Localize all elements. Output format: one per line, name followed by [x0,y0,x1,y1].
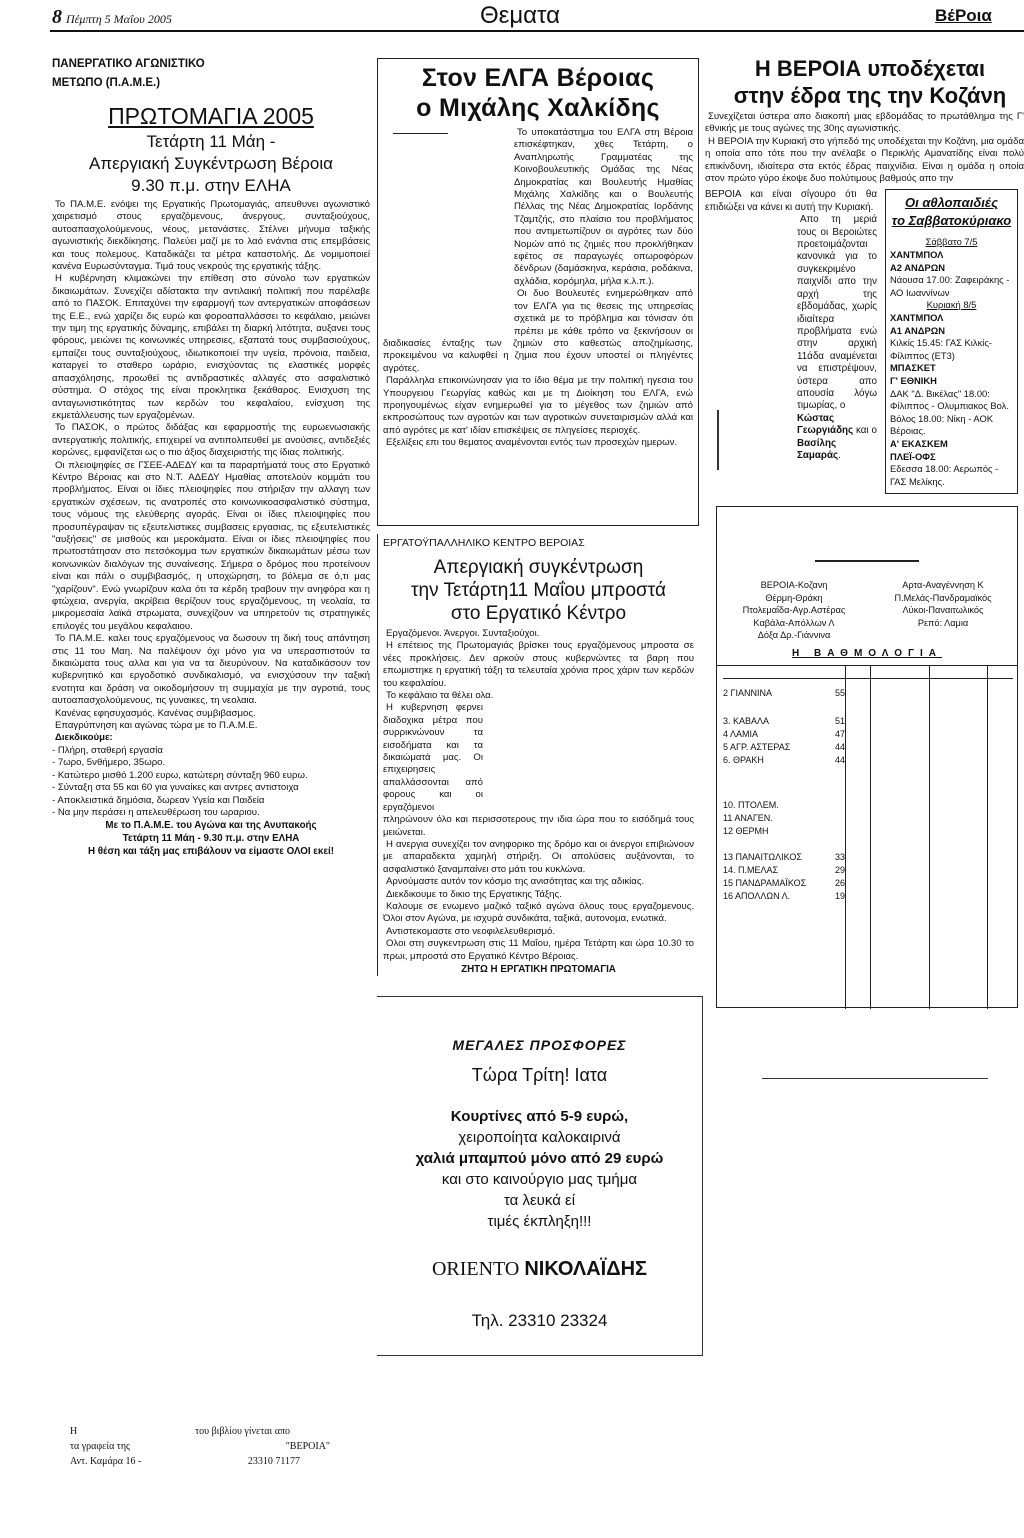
demand-item: - 7ωρο, 5νθήμερο, 35ωρο. [52,757,166,769]
paragraph: Καλουμε σε ενωμενο μαζικό ταξικό αγώνα όλους τους εργαζομενους. Όλοι στον Αγώνα, με ισχυρά συνδικάτα, ταξικά, αυτονομα, ενωτικά. [383,900,694,925]
paragraph: Το ΠΑ.Μ.Ε. καλει τους εργαζόμενους να δωσουν τη δική τους απάντηση στις 11 του Μαη. Να παλέψουν όχι μόνο για να υπερασπιστούν τα δικαιώματα τους αλλα και για να τα διευρύνουν. Να καταδικάσουν τον κυβερνητικό και εργοδοτικό συνδικαλισμό, να ενισχύσουν την ταξική ενοτητα και δράση να οικοδομήσουν τη συμμαχία με την αγροτιά, τους αυτοαπασχολούμενους, τις γυναικες, τη νεολαια. [52,633,370,707]
team-points: 55 [834,688,845,699]
notice-text: "ΒΕΡΟΙΑ" [285,1441,330,1452]
fixtures-standings-box [716,506,1018,1008]
fixture: Π.Μελάς-Πανδραμαϊκός [894,592,992,603]
elga-title-1: Στον ΕΛΓΑ Βέροιας [421,64,655,92]
elga-title-2: ο Μιχάλης Χαλκίδης [416,94,660,122]
sport-heading: ΠΛΕΪ-ΟΦΣ [890,450,936,462]
article-subtitle-2: Απεργιακή Συγκέντρωση Βέροια [89,154,333,173]
article-photo [383,127,508,337]
paragraph: Το κεφάλαιο τα θέλει ολα. [386,690,494,702]
ad-line: και στο καινούργιο μας τμήμα [441,1170,638,1188]
closing-line: Η θέση και τάξη μας επιβάλουν να είμαστε ΟΛΟΙ εκεί! [87,846,335,858]
fixture: Αρτα-Αναγέννηση Κ [902,580,984,591]
team-name: 6. ΘΡΑΚΗ [723,755,764,766]
standings-row [723,800,845,811]
article-subtitle-3: 9.30 π.μ. στην ΕΛΗΑ [131,176,291,195]
paragraph: ΒΕΡΟΙΑ και είναι σίγουρο ότι θα επιδιώξει να κάνει κι αυτή την Κυριακή. [705,189,877,213]
paragraph: Η ΒΕΡΟΙΑ την Κυριακή στο γήπεδό της υποδέχεται την Κοζάνη, μια ομάδα η οποία απο τότε που την ανέλαβε ο Περικλής Αμανατίδης είναι πολύ επικίνδυνη, ιδιαίτερα στα εκτός έδρας παιχνίδια. Είναι η ομάδα η οποία στον πρώτο γύρο έκοψε δυο πολύτιμους βαθμούς απο την [705,135,1024,185]
fixture: Δόξα Δρ.-Γιάννινα [757,630,831,641]
demand-item: - Σύνταξη στα 55 και 60 για γυναίκες και αντρες αντιστοιχα [52,782,299,794]
issue-date: Πέμπτη 5 Μαΐου 2005 [66,12,172,26]
team-points: 33 [834,852,845,863]
header-divider [50,30,1024,32]
paragraph: Το ΠΑ.Μ.Ε. ενόψει της Εργατικής Πρωτομαγιάς, απευθυνει αγωνιστικό χαιρετισμό στους εργαζόμενους, άνεργους, συνταξιούχους, αυτοαπασχολούμενους, νέους, μετανάστες. Στέλνει μήνυμα ταξικής αγωνιστικής διεκδίκησης. Παλεύει μαζί με το λαό ενάντια στις επεμβάσεις και τους πολεμους. Καταδικάζει τα μέτρα καταστολής. Δε νομιμοποιεί κανένα Ευρωσύνταγμα. Τιμά τους νεκρούς της εργατικής τάξης. [52,199,370,273]
day-heading: Κυριακή 8/5 [926,299,977,311]
team-points: 44 [834,755,845,766]
standings-row [723,852,845,863]
ad-line: τιμές έκπληξη!!! [487,1212,592,1230]
page-header-date [52,6,172,29]
paragraph: Αρνούμαστε αυτόν τον κόσμο της ανισότητας και της αδικίας. [386,876,645,888]
paragraph: Η κυβέρνηση κλιμακώνει την επίθεση στο σύνολο των εργατικών δικαιωμάτων. Συνεχίζει αδίστακτα την αντιλαική πολιτική που παρέλαβε από το ΠΑΣΟΚ. Επιταχύνει την εφαρμογή των αντεργατικών αποφάσεων της Ε.Ε., ενώ χαρίζει δις ευρώ και φοροαπαλλάσσει το κεφάλαιο, μειώνει την τιμη της εργατικής δύναμης, επιβάλει τη διαρκή λιτότητα, αυξανει τους φόρους, μειώνει τις κοινωνικές υπηρεσιες, εξαπατά τους συμβασιούχους, εμπαίζει τους συνταξιούχους, ιδιωτικοποιεί την υγεία, πρόνοια, παιδεια, καταργεί το σταθερο ωράριο, ενισχύοντας τις ελαστικές μορφές απασχόλησης, προωθεί τις αντιδραστικές αλλαγές στο ασφαλιστικό σύστημα. Ο στόχος της είναι προκλητικα ξεκάθαρος. Ενισχυση της ανταγωνιστικότητας των κερδών του κεφαλαίου, ενίσχυση της εκμετάλλευσης των εργαζομένων. [52,273,370,421]
fixture: Ρεπό: Λαμια [917,617,969,628]
article-subtitle-1: Τετάρτη 11 Μάη - [146,132,276,151]
demand-item: - Κατώτερο μισθό 1.200 ευρω, κατώτερη σύνταξη 960 ευρω. [52,769,308,781]
newspaper-logo: ΒέΡοια [935,6,992,25]
ad-line: χαλιά μπαμπού μόνο από 29 ευρώ [415,1149,664,1167]
sports-column-text: ΒΕΡΟΙΑ και είναι σίγουρο ότι θα επιδιώξει να κάνει κι αυτή την Κυριακή. Απο τη μεριά τους οι Βεροιώτες προετοιμάζονται κανονικά για το συγκεκριμένο παιχνίδι απο την αρχή της εβδομάδας, χωρίς ιδιαίτερα προβλήματα ενώ στην αρχική 11άδα αναμένεται να επιστρέψουν, ύστερα απο απουσία λόγω τιμωρίας, ο Κώστας Γεωργιάδης και ο Βασίλης Σαμαράς. [705,189,877,475]
team-name: 16 ΑΠΟΛΛΩΝ Λ. [723,891,791,902]
article-title-3: στο Εργατικό Κέντρο [450,603,627,624]
paragraph: Διεκδικουμε το δικιο της Εργατικης Τάξης. [386,888,562,900]
demand-item: - Αποκλειστικά δημόσια, δωρεαν Υγεία και Παιδεία [52,794,265,806]
paragraph: Η κυβερνηση φερνει διαδοχικα μέτρα που συρρικνώνουν τα εισοδήματα και τα δικαιώματά μας. Οι επιχειρησεις απαλλάσσονται από φορους και οι εργαζόμενοι πληρώνουν όλο και περισσοτερους την ιδια ώρα που το εισόδημά τους μειώνεται. [383,702,694,838]
standings-title: Η ΒΑΘΜΟΛΟΓΙΑ [792,648,942,660]
notice-text: του βιβλίου γίνεται απο [195,1426,290,1437]
fixture: Λύκοι-Παναιτωλικός [902,605,984,616]
standings-row [723,688,845,699]
org-name-2: ΜΕΤΩΠΟ (Π.Α.Μ.Ε.) [52,77,161,89]
team-name: 14. Π.ΜΕΛΑΣ [723,865,779,876]
game-line: Νάουσα 17.00: Ζαφειράκης - ΑΟ Ιωαννίνων [890,274,1010,298]
game-line: Κιλκίς 15.45: ΓΑΣ Κιλκίς-Φίλιππος (ΕΤ3) [890,337,992,361]
day-heading: Σάββατο 7/5 [925,236,978,248]
paragraph: Συνεχίζεται ύστερα απο διακοπή μιας εβδομάδας το πρωτάθλημα της Γ' εθνικής με τους αγώνες της 30ης αγωνιστικής. [705,111,1024,135]
divider [762,1078,988,1079]
paragraph: Η επέτειος της Πρωτομαγιάς βρίσκει τους εργαζόμενους μπροστα σε νέες προκλήσεις. Δεν αρκούν στους κυβερνώντες τα βαρη που επωμιστηκε η εργατική τάξη τα τελευταία χρόνια προς χάριν των κερδών του κεφαλαίου. [383,640,694,689]
brand-name: ORIENTO [431,1257,520,1280]
team-name: 4 ΛΑΜΙΑ [723,729,759,740]
standings-row [723,729,845,740]
ad-headline: ΜΕΓΑΛΕΣ ΠΡΟΣΦΟΡΕΣ [452,1036,627,1053]
sports-title-1: Η ΒΕΡΟΙΑ υποδέχεται [754,56,986,81]
ad-line: Κουρτίνες από 5-9 ευρώ, [450,1107,629,1125]
sport-heading: ΧΑΝΤΜΠΟΛ [890,249,944,261]
team-name: 12 ΘΕΡΜΗ [723,826,769,837]
paragraph: Ολοι στη συγκεντρωση στις 11 Μαΐου, ημέρα Τετάρτη και ώρα 10.30 το πρωι, μπροστά στο Εργατικό Κέντρο Βέροιας. [383,938,694,962]
middle-column [377,58,701,1356]
standings-row [723,716,845,727]
fixture: Καβάλα-Απόλλων Λ [753,617,835,628]
paragraph: Εξελίξεις επι του θεματος αναμένονται εντός των προσεχών ημερων. [386,437,678,449]
team-name: 11 ΑΝΑΓΕΝ. [723,813,773,824]
paragraph: Οι πλειοψηφίες σε ΓΣΕΕ-ΑΔΕΔΥ και τα παραρτήματά τους στο Εργατικό Κέντρο Βέροιας και στο Ν.Τ. ΑΔΕΔΥ Ημαθίας αποτελούν κομμάτι του προβλήματος. Είναι οι ίδιες πλειοψηφίες που στήριξαν την αλλαγη των εργατικών σχέσεων, τις ανατροπές στο κοινωνικοασφαλιστικό σύστημα, τους νόμους της ελεύθερης αγοράς. Είναι οι ίδιες πλειοψηφίες που προσυπέγραψαν τις εξευτελιστικες συμβασεις εργασιας, τις εξευτελιστικές "αυξήσεις" σε μισθούς και μεροκάματα. Είναι οι ίδιες πλειοψηφίες που πρωτοστάτησαν στο πετσόκομμα των εργατικών δικαιωμάτων μέσω των κοινωνικών διαλόγων της συναίνεσης. Σήμερα ο δρόμος που προτείνουν είναι και πάλι ο συμβιβασμός, η υποχώρηση, το βόλεμα σε ό,τι μας "χαρίζουν". Ενώ γνωρίζουν καλα ότι τα κέρδη τραβουν την ανηφόρα και η φτώχεια, ανεργία, ακρίβεια θερίζουν τους εργαζόμενους, τη νεολαία, τα μικρομεσαία λαϊκά στρωματα, συνεχίζουν να υπηρετούν τις στρατηγικές επιλογές του μεγάλου κεφαλαιου. [52,459,370,632]
sport-heading: Α1 ΑΝΔΡΩΝ [890,324,946,336]
game-line: Εδεσσα 18.00: Αερωπός - ΓΑΣ Μελίκης. [890,463,999,487]
team-points: 26 [834,878,845,889]
fixture: Πτολεμαΐδα-Αγρ.Αστέρας [742,605,846,616]
article-title-1: Απεργιακή συγκέντρωση [433,557,644,578]
book-notice [70,1424,330,1469]
team-name: 15 ΠΑΝΔΡΑΜΑΪΚΟΣ [723,878,807,889]
sport-heading: Α2 ΑΝΔΡΩΝ [890,261,946,273]
team-name: 2 ΓΙΑΝΝΙΝΑ [723,688,772,699]
team-points: 29 [834,865,845,876]
standings-row [723,742,845,753]
paragraph: Παράλληλα επικοινώνησαν για το ίδιο θέμα με την πολιτική ηγεσια του Υπουργειου Γεωργίας καθώς και με τη Διοίκηση του ΕΛΓΑ, ενώ προηγουμένως είχαν ενημερωθεί για το μέγεθος των ζημιών από εκπροσώπους των αγροτών και των αγροτικών συνεταιρισμών αλλά και από αγρότες με κατ' ιδίαν επισκέψεις σε πληγείσες περιοχές. [383,375,693,436]
article-photo [489,704,694,809]
notice-text: τα γραφεία της [70,1441,131,1452]
notice-text: Η [70,1426,78,1437]
paragraph: Εργαζόμενοι. Άνεργοι. Συνταξιούχοι. [386,628,540,639]
box-title-2: το Σαββατοκύριακο [891,213,1012,229]
standings-row [723,826,845,837]
ad-brand [377,1258,702,1281]
advertisement [377,996,703,1356]
sport-heading: ΜΠΑΣΚΕΤ [890,362,936,374]
closing-line: Τετάρτη 11 Μάη - 9.30 π.μ. στην ΕΛΗΑ [122,833,300,845]
paragraph: Το υποκατάστημα του ΕΛΓΑ στη Βέροια επισκέφτηκαν, χθες Τετάρτη, ο Αναπληρωτής Γραμματέας της Κοινοβουλευτικής Ομάδας της Νέας Δημοκρατίας και Βουλευτής Ημαθίας Μιχάλης Χαλκίδης και ο Βουλευτής Πέλλας της Νέας Δημοκρατίας Ιορδάνης Τζαμτζής, στο πλαίσιο του προβλήματος που αντιμετωπίζουν οι αγρότες των δύο Νομών από τις ζημιές που προκλήθηκαν εφέτος σε παραγωγές οπωροφόρων δένδρων (δαμάσκηνα, κεράσια, ροδάκινα, αχλάδια, κορόμηλα, μήλα κ.λ.π.). [514,127,693,287]
sports-article [705,55,1024,1008]
ad-line: τα λευκά εί [503,1191,576,1209]
standings-row [723,755,845,766]
notice-phone: 23310 71177 [247,1456,300,1467]
article-title-2: την Τετάρτη11 Μαΐου μπροστά [411,580,666,601]
team-points: 44 [834,742,845,753]
team-name: 5 ΑΓΡ. ΑΣΤΕΡΑΣ [723,742,791,753]
demand-item: - Να μην περάσει η απελευθέρωση του ωραριου. [52,806,260,818]
paragraph: Το ΠΑΣΟΚ, ο πρώτος διδάξας και εφαρμοστής της ευρωενωσιακής αντεργατικής πολιτικής, επιχειρεί να αντιπολιτευθεί με ανούσιες, αντιδεξιές κορώνες, εμφανίζεται ως ο πιο άξιος διαχειριστής της ίδιας πολιτικής. [52,422,370,459]
paragraph: Κανένας εφησυχασμός. Κανένας συμβιβασμος. [55,707,256,719]
standings-table [717,665,1017,1009]
article-photo [705,250,797,475]
page-number: 8 [52,6,62,28]
team-points: 51 [834,716,845,727]
game-line: ΔΑΚ "Δ. Βικέλας" 18.00: Φίλιππος - Ολυμπιακος Βολ. [890,387,1009,412]
sport-heading: ΧΑΝΤΜΠΟΛ [890,312,944,323]
closing-line: ΖΗΤΩ Η ΕΡΓΑΤΙΚΗ ΠΡΩΤΟΜΑΓΙΑ [461,963,616,975]
article-title: ΠΡΩΤΟΜΑΓΙΑ 2005 [108,103,314,129]
elga-article [377,58,699,526]
pame-article [52,55,370,858]
ad-line: Τώρα Τρίτη! Ιατα [471,1064,608,1085]
sport-heading: Α' ΕΚΑΣΚΕΜ [890,437,948,449]
notice-text: Αντ. Καμάρα 16 - [70,1456,142,1467]
article-kicker: ΕΡΓΑΤΟΫΠΑΛΛΗΛΙΚΟ ΚΕΝΤΡΟ ΒΕΡΟΙΑΣ [383,537,585,549]
paragraph: Επαγρύπνηση και αγώνας τώρα με το Π.Α.Μ.Ε. [55,720,258,732]
ad-phone: Τηλ. 23310 23324 [471,1310,608,1330]
team-name: 13 ΠΑΝΑΙΤΩΛΙΚΟΣ [723,852,802,863]
player-name: Κώστας Γεωργιάδης [797,412,854,437]
ad-line: χειροποίητα καλοκαιρινά [458,1128,621,1146]
demands-title: Διεκδικούμε: [55,732,113,744]
sports-title-2: στην έδρα της την Κοζάνη [733,83,1007,108]
team-points: 19 [834,891,845,902]
fixture: Θέρμη-Θράκη [765,592,823,603]
team-points: 47 [834,729,845,740]
fixture: ΒΕΡΟΙΑ-Κοζανη [760,580,828,591]
standings-row [723,878,845,889]
org-name-1: ΠΑΝΕΡΓΑΤΙΚΟ ΑΓΩΝΙΣΤΙΚΟ [52,58,205,70]
conjunction: και ο [856,425,877,437]
box-title-1: Οι αθλοπαιδιές [904,195,999,211]
team-name: 3. ΚΑΒΑΛΑ [723,716,770,727]
labour-center-article [377,534,699,976]
standings-row [723,865,845,876]
paragraph: Απο τη μεριά τους οι Βεροιώτες προετοιμάζονται κανονικά για το συγκεκριμένο παιχνίδι απο την αρχή της εβδομάδας, χωρίς ιδιαίτερα προβλήματα ενώ στην αρχική 11άδα αναμένεται να επιστρέψουν, ύστερα απο απουσία λόγω τιμωρίας, ο [797,214,877,412]
section-title: Θεματα [479,2,561,29]
standings-row [723,891,845,902]
paragraph: Αντιστεκομαστε στο νεοφιλελευθερισμό. [386,925,556,937]
demand-item: - Πλήρη, σταθερή εργασία [52,744,163,756]
paragraph: Η ανεργια συνεχίζει τον ανηφορικο της δρόμο και οι άνεργοι επιβιώνουν με απαραδεκτα χαμηλή στήριξη. Οι απολύσεις αυξάνονται, το ασφαλιστικό ξαναμπαίνει στο μάτι του κυκλώνα. [383,838,694,875]
brand-surname: ΝΙΚΟΛΑΪΔΗΣ [524,1257,648,1280]
player-name: Βασίλης Σαμαράς [797,437,839,461]
paragraph: Οι δυο Βουλευτές ενημερώθηκαν από τον ΕΛΓΑ για τις θεσεις της υπηρεσίας σχετικά με το πρόβλημα και τόνισαν ότι πρέπει με κάθε τρόπο να ξεκινήσουν οι διαδικασίες ένταξης των ζημιών στο καθεστώς αποζημίωσης, προκειμένου να καλυφθεί η ζημια που έχουν υποστεί οι πληγέντες αγρότες. [383,288,693,374]
sport-heading: Γ' ΕΘΝΙΚΗ [890,374,937,386]
game-line: Βόλος 18.00: Νίκη - ΑΟΚ Βέροιας. [890,412,994,437]
closing-line: Με το Π.Α.Μ.Ε. του Αγώνα και της Ανυπακοής [105,820,317,832]
team-name: 10. ΠΤΟΛΕΜ. [723,800,779,811]
weekend-games-box [885,189,1018,494]
standings-row [723,813,845,824]
